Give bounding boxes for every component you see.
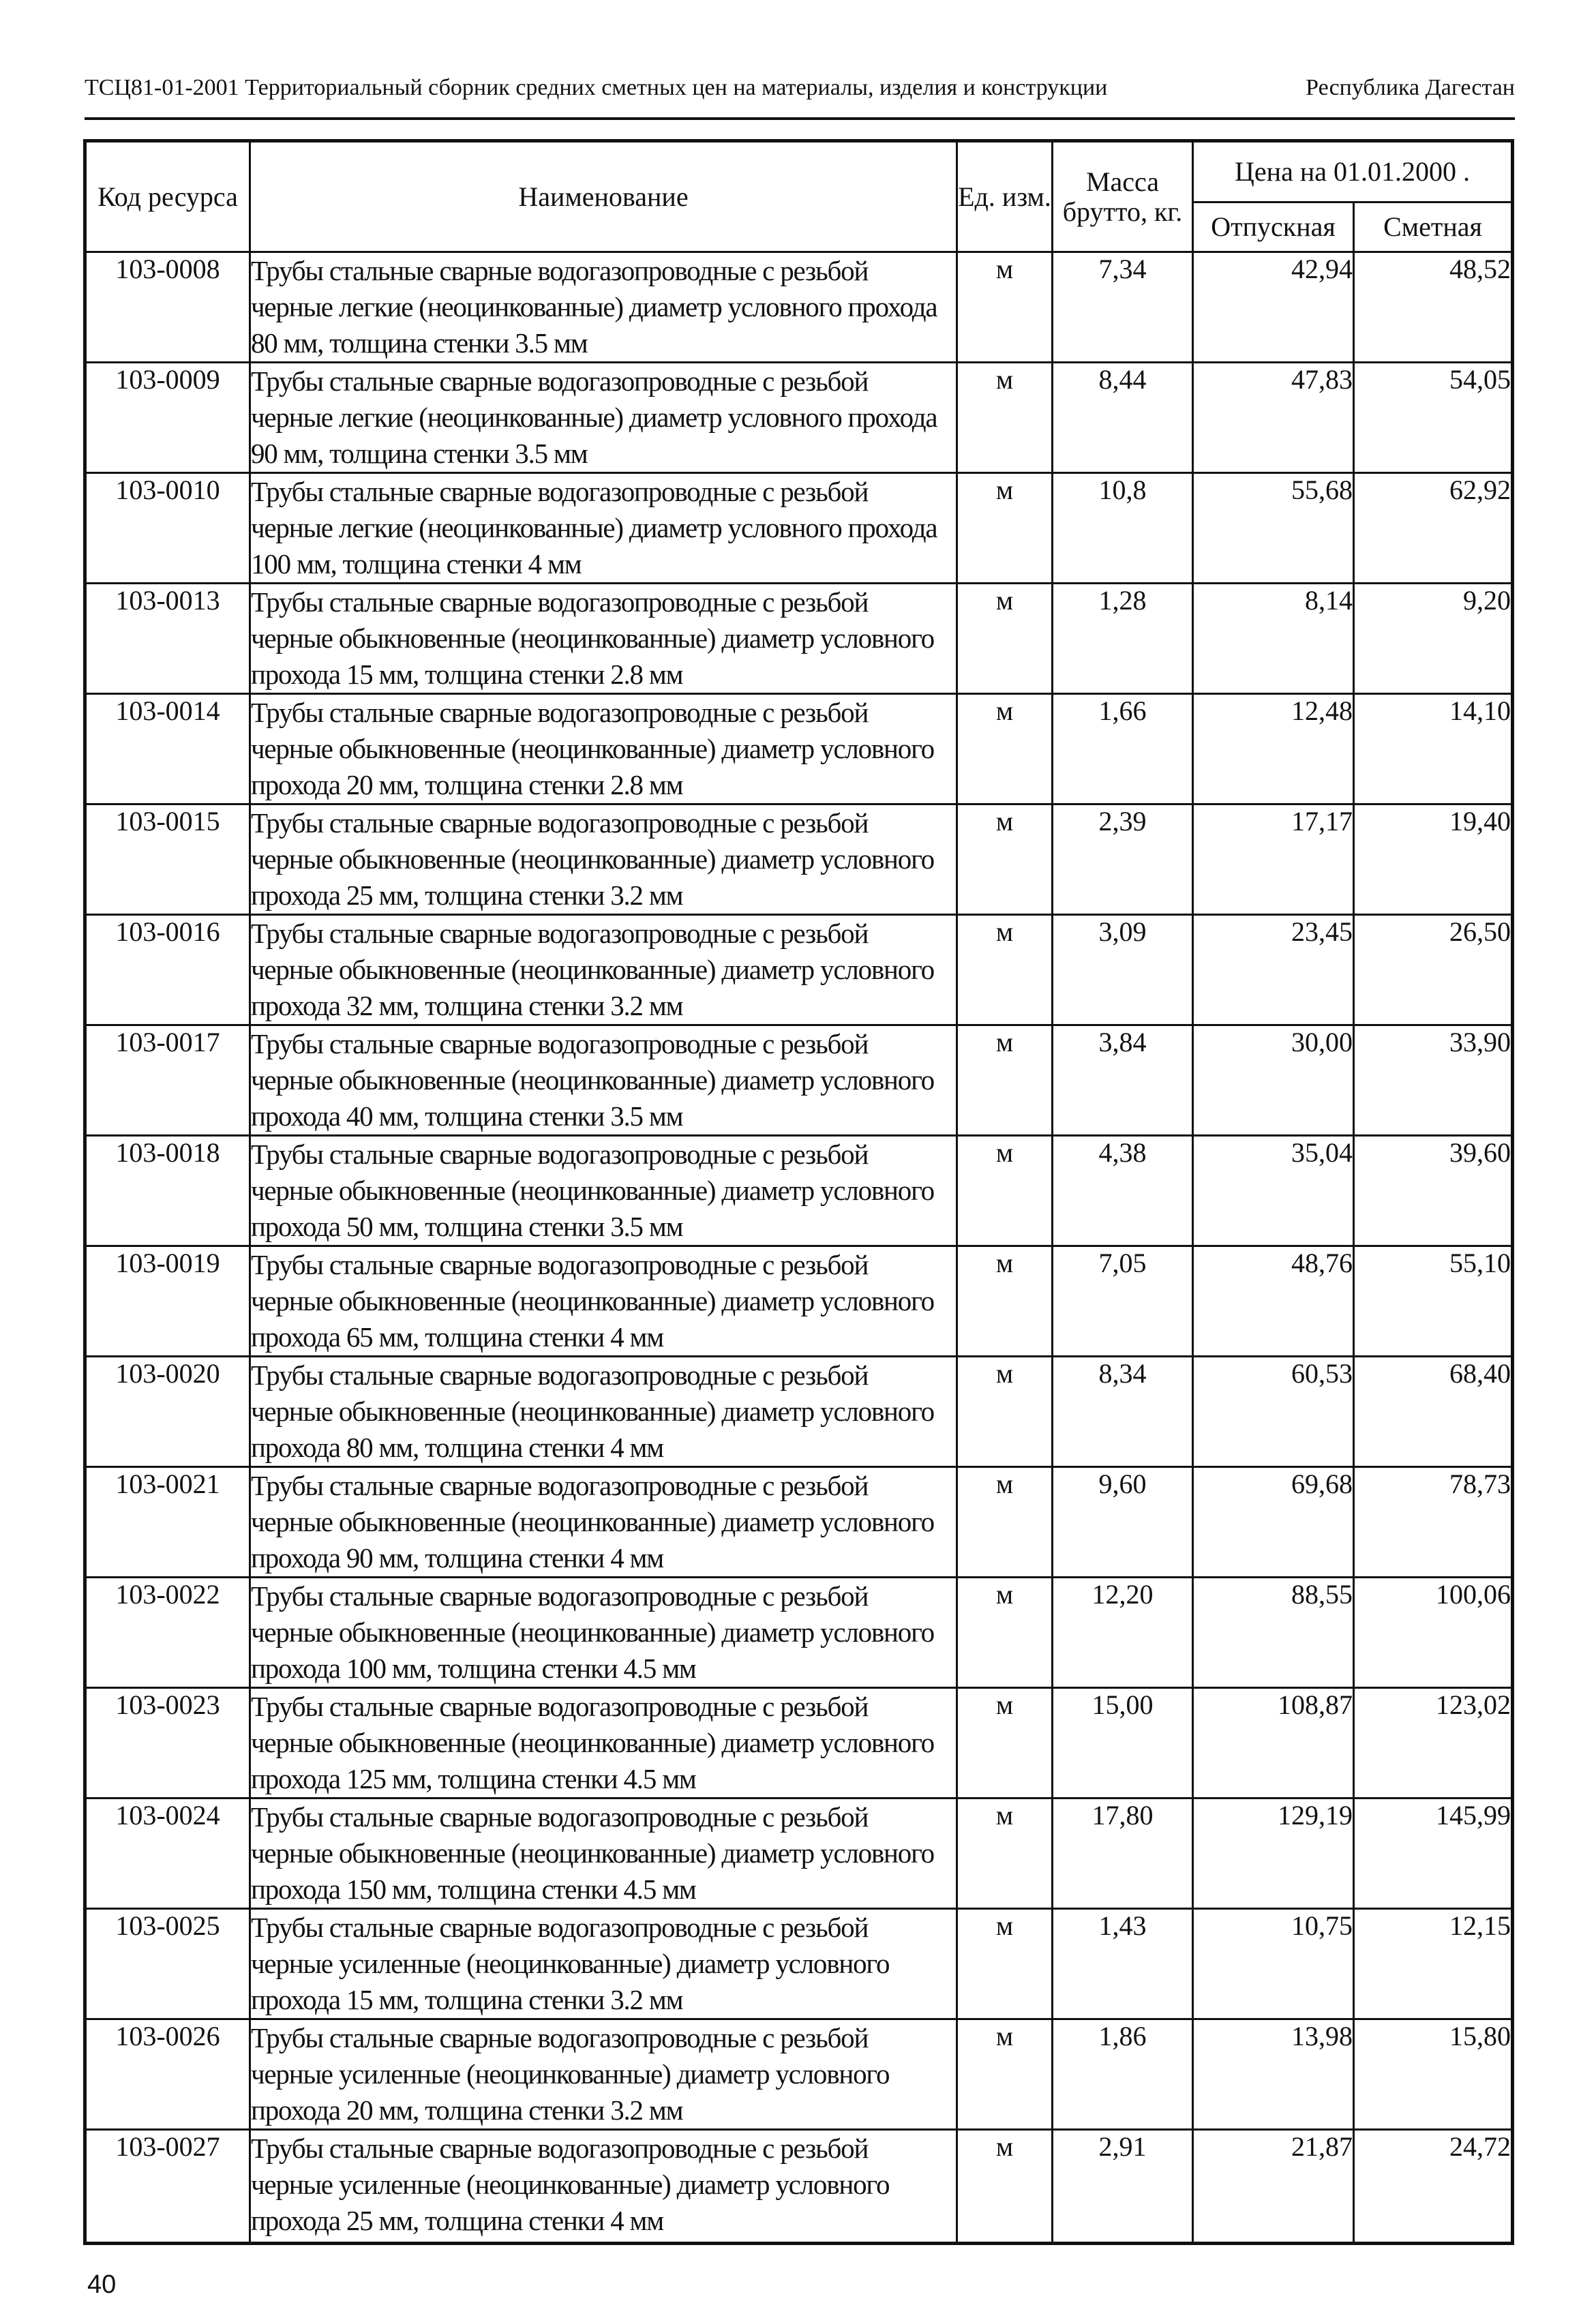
- unit-cell: м: [957, 1467, 1053, 1578]
- price-estimate-cell: 145,99: [1354, 1798, 1513, 1909]
- unit-cell: м: [957, 915, 1053, 1025]
- unit-cell: м: [957, 252, 1053, 363]
- price-release-cell: 48,76: [1193, 1246, 1354, 1357]
- gross-mass-cell: 1,43: [1053, 1909, 1193, 2019]
- unit-cell: м: [957, 1798, 1053, 1909]
- unit-cell: м: [957, 1357, 1053, 1467]
- table-row: [85, 473, 1513, 584]
- table-row: [85, 2019, 1513, 2130]
- resource-code-cell: 103-0018: [85, 1136, 250, 1246]
- price-release-cell: 30,00: [1193, 1025, 1354, 1136]
- item-name-cell: Трубы стальные сварные водогазопроводные с резьбой черные легкие (неоцинкованные) диаметр условного прохода 100 мм, толщина стенки 4 мм: [250, 473, 957, 584]
- price-estimate-cell: 14,10: [1354, 694, 1513, 804]
- resource-code-cell: 103-0017: [85, 1025, 250, 1136]
- table-row: [85, 584, 1513, 694]
- price-estimate-cell: 55,10: [1354, 1246, 1513, 1357]
- unit-cell: м: [957, 804, 1053, 915]
- price-estimate-cell: 100,06: [1354, 1578, 1513, 1688]
- item-name-cell: Трубы стальные сварные водогазопроводные с резьбой черные обыкновенные (неоцинкованные) диаметр условного прохода 20 мм, толщина стенки 2.8 мм: [250, 694, 957, 804]
- gross-mass-cell: 7,34: [1053, 252, 1193, 363]
- unit-cell: м: [957, 1688, 1053, 1798]
- catalog-title: ТСЦ81-01-2001 Территориальный сборник средних сметных цен на материалы, изделия и конструкции: [85, 75, 1108, 100]
- resource-code-cell: 103-0016: [85, 915, 250, 1025]
- item-name-cell: Трубы стальные сварные водогазопроводные с резьбой черные усиленные (неоцинкованные) диаметр условного прохода 15 мм, толщина стенки 3.2 мм: [250, 1909, 957, 2019]
- table-row: [85, 694, 1513, 804]
- unit-cell: м: [957, 473, 1053, 584]
- table-row: [85, 1909, 1513, 2019]
- gross-mass-cell: 1,66: [1053, 694, 1193, 804]
- item-name-cell: Трубы стальные сварные водогазопроводные с резьбой черные обыкновенные (неоцинкованные) диаметр условного прохода 25 мм, толщина стенки 3.2 мм: [250, 804, 957, 915]
- table-row: [85, 1246, 1513, 1357]
- item-name-cell: Трубы стальные сварные водогазопроводные с резьбой черные легкие (неоцинкованные) диаметр условного прохода 80 мм, толщина стенки 3.5 мм: [250, 252, 957, 363]
- price-estimate-cell: 33,90: [1354, 1025, 1513, 1136]
- header-price-group: Цена на 01.01.2000 .: [1193, 141, 1513, 202]
- table-row: [85, 1136, 1513, 1246]
- resource-code-cell: 103-0027: [85, 2130, 250, 2244]
- item-name-cell: Трубы стальные сварные водогазопроводные с резьбой черные обыкновенные (неоцинкованные) диаметр условного прохода 80 мм, толщина стенки 4 мм: [250, 1357, 957, 1467]
- price-release-cell: 42,94: [1193, 252, 1354, 363]
- header-name: Наименование: [250, 141, 957, 252]
- header-price-estimate: Сметная: [1354, 202, 1513, 252]
- price-release-cell: 23,45: [1193, 915, 1354, 1025]
- page-number: 40: [87, 2270, 117, 2299]
- unit-cell: м: [957, 1578, 1053, 1688]
- table-row: [85, 2130, 1513, 2244]
- table-row: [85, 1578, 1513, 1688]
- item-name-cell: Трубы стальные сварные водогазопроводные с резьбой черные обыкновенные (неоцинкованные) диаметр условного прохода 40 мм, толщина стенки 3.5 мм: [250, 1025, 957, 1136]
- price-release-cell: 13,98: [1193, 2019, 1354, 2130]
- price-estimate-cell: 78,73: [1354, 1467, 1513, 1578]
- resource-code-cell: 103-0015: [85, 804, 250, 915]
- table-row: [85, 363, 1513, 473]
- gross-mass-cell: 4,38: [1053, 1136, 1193, 1246]
- table-row: [85, 915, 1513, 1025]
- price-estimate-cell: 26,50: [1354, 915, 1513, 1025]
- resource-code-cell: 103-0020: [85, 1357, 250, 1467]
- item-name-cell: Трубы стальные сварные водогазопроводные с резьбой черные усиленные (неоцинкованные) диаметр условного прохода 20 мм, толщина стенки 3.2 мм: [250, 2019, 957, 2130]
- gross-mass-cell: 17,80: [1053, 1798, 1193, 1909]
- table-row: [85, 1798, 1513, 1909]
- price-table: [83, 139, 1514, 2245]
- price-estimate-cell: 68,40: [1354, 1357, 1513, 1467]
- gross-mass-cell: 8,44: [1053, 363, 1193, 473]
- price-release-cell: 108,87: [1193, 1688, 1354, 1798]
- unit-cell: м: [957, 584, 1053, 694]
- item-name-cell: Трубы стальные сварные водогазопроводные с резьбой черные обыкновенные (неоцинкованные) диаметр условного прохода 125 мм, толщина стенки 4.5 мм: [250, 1688, 957, 1798]
- table-row: [85, 1025, 1513, 1136]
- price-release-cell: 55,68: [1193, 473, 1354, 584]
- unit-cell: м: [957, 1025, 1053, 1136]
- price-release-cell: 12,48: [1193, 694, 1354, 804]
- table-row: [85, 804, 1513, 915]
- gross-mass-cell: 2,91: [1053, 2130, 1193, 2244]
- price-estimate-cell: 123,02: [1354, 1688, 1513, 1798]
- header-price-release: Отпускная: [1193, 202, 1354, 252]
- table-body: [85, 252, 1513, 2244]
- table-header: [85, 141, 1513, 252]
- resource-code-cell: 103-0019: [85, 1246, 250, 1357]
- item-name-cell: Трубы стальные сварные водогазопроводные с резьбой черные обыкновенные (неоцинкованные) диаметр условного прохода 90 мм, толщина стенки 4 мм: [250, 1467, 957, 1578]
- unit-cell: м: [957, 694, 1053, 804]
- table-row: [85, 252, 1513, 363]
- gross-mass-cell: 8,34: [1053, 1357, 1193, 1467]
- price-estimate-cell: 48,52: [1354, 252, 1513, 363]
- price-release-cell: 8,14: [1193, 584, 1354, 694]
- price-release-cell: 17,17: [1193, 804, 1354, 915]
- unit-cell: м: [957, 1909, 1053, 2019]
- table-row: [85, 1357, 1513, 1467]
- gross-mass-cell: 7,05: [1053, 1246, 1193, 1357]
- price-estimate-cell: 39,60: [1354, 1136, 1513, 1246]
- resource-code-cell: 103-0013: [85, 584, 250, 694]
- price-release-cell: 88,55: [1193, 1578, 1354, 1688]
- gross-mass-cell: 3,84: [1053, 1025, 1193, 1136]
- header-code: Код ресурса: [85, 141, 250, 252]
- gross-mass-cell: 3,09: [1053, 915, 1193, 1025]
- header-mass: Масса брутто, кг.: [1053, 141, 1193, 252]
- page-header: [85, 75, 1515, 101]
- item-name-cell: Трубы стальные сварные водогазопроводные с резьбой черные обыкновенные (неоцинкованные) диаметр условного прохода 100 мм, толщина стенки 4.5 мм: [250, 1578, 957, 1688]
- price-estimate-cell: 19,40: [1354, 804, 1513, 915]
- gross-mass-cell: 10,8: [1053, 473, 1193, 584]
- price-estimate-cell: 62,92: [1354, 473, 1513, 584]
- unit-cell: м: [957, 1136, 1053, 1246]
- resource-code-cell: 103-0010: [85, 473, 250, 584]
- price-estimate-cell: 24,72: [1354, 2130, 1513, 2244]
- unit-cell: м: [957, 2019, 1053, 2130]
- price-release-cell: 21,87: [1193, 2130, 1354, 2244]
- region-name: Республика Дагестан: [1306, 75, 1515, 100]
- table-row: [85, 1467, 1513, 1578]
- unit-cell: м: [957, 2130, 1053, 2244]
- resource-code-cell: 103-0008: [85, 252, 250, 363]
- price-estimate-cell: 54,05: [1354, 363, 1513, 473]
- resource-code-cell: 103-0022: [85, 1578, 250, 1688]
- resource-code-cell: 103-0025: [85, 1909, 250, 2019]
- item-name-cell: Трубы стальные сварные водогазопроводные с резьбой черные обыкновенные (неоцинкованные) диаметр условного прохода 32 мм, толщина стенки 3.2 мм: [250, 915, 957, 1025]
- resource-code-cell: 103-0021: [85, 1467, 250, 1578]
- item-name-cell: Трубы стальные сварные водогазопроводные с резьбой черные обыкновенные (неоцинкованные) диаметр условного прохода 65 мм, толщина стенки 4 мм: [250, 1246, 957, 1357]
- item-name-cell: Трубы стальные сварные водогазопроводные с резьбой черные обыкновенные (неоцинкованные) диаметр условного прохода 150 мм, толщина стенки 4.5 мм: [250, 1798, 957, 1909]
- gross-mass-cell: 12,20: [1053, 1578, 1193, 1688]
- resource-code-cell: 103-0026: [85, 2019, 250, 2130]
- resource-code-cell: 103-0024: [85, 1798, 250, 1909]
- resource-code-cell: 103-0023: [85, 1688, 250, 1798]
- price-release-cell: 129,19: [1193, 1798, 1354, 1909]
- gross-mass-cell: 2,39: [1053, 804, 1193, 915]
- price-estimate-cell: 12,15: [1354, 1909, 1513, 2019]
- price-release-cell: 60,53: [1193, 1357, 1354, 1467]
- item-name-cell: Трубы стальные сварные водогазопроводные с резьбой черные обыкновенные (неоцинкованные) диаметр условного прохода 15 мм, толщина стенки 2.8 мм: [250, 584, 957, 694]
- price-release-cell: 47,83: [1193, 363, 1354, 473]
- item-name-cell: Трубы стальные сварные водогазопроводные с резьбой черные обыкновенные (неоцинкованные) диаметр условного прохода 50 мм, толщина стенки 3.5 мм: [250, 1136, 957, 1246]
- price-estimate-cell: 15,80: [1354, 2019, 1513, 2130]
- item-name-cell: Трубы стальные сварные водогазопроводные с резьбой черные легкие (неоцинкованные) диаметр условного прохода 90 мм, толщина стенки 3.5 мм: [250, 363, 957, 473]
- gross-mass-cell: 1,28: [1053, 584, 1193, 694]
- item-name-cell: Трубы стальные сварные водогазопроводные с резьбой черные усиленные (неоцинкованные) диаметр условного прохода 25 мм, толщина стенки 4 мм: [250, 2130, 957, 2244]
- resource-code-cell: 103-0014: [85, 694, 250, 804]
- price-release-cell: 35,04: [1193, 1136, 1354, 1246]
- price-release-cell: 10,75: [1193, 1909, 1354, 2019]
- unit-cell: м: [957, 1246, 1053, 1357]
- resource-code-cell: 103-0009: [85, 363, 250, 473]
- header-rule: [85, 117, 1515, 120]
- gross-mass-cell: 9,60: [1053, 1467, 1193, 1578]
- gross-mass-cell: 15,00: [1053, 1688, 1193, 1798]
- table-row: [85, 1688, 1513, 1798]
- gross-mass-cell: 1,86: [1053, 2019, 1193, 2130]
- header-unit: Ед. изм.: [957, 141, 1053, 252]
- price-release-cell: 69,68: [1193, 1467, 1354, 1578]
- unit-cell: м: [957, 363, 1053, 473]
- price-estimate-cell: 9,20: [1354, 584, 1513, 694]
